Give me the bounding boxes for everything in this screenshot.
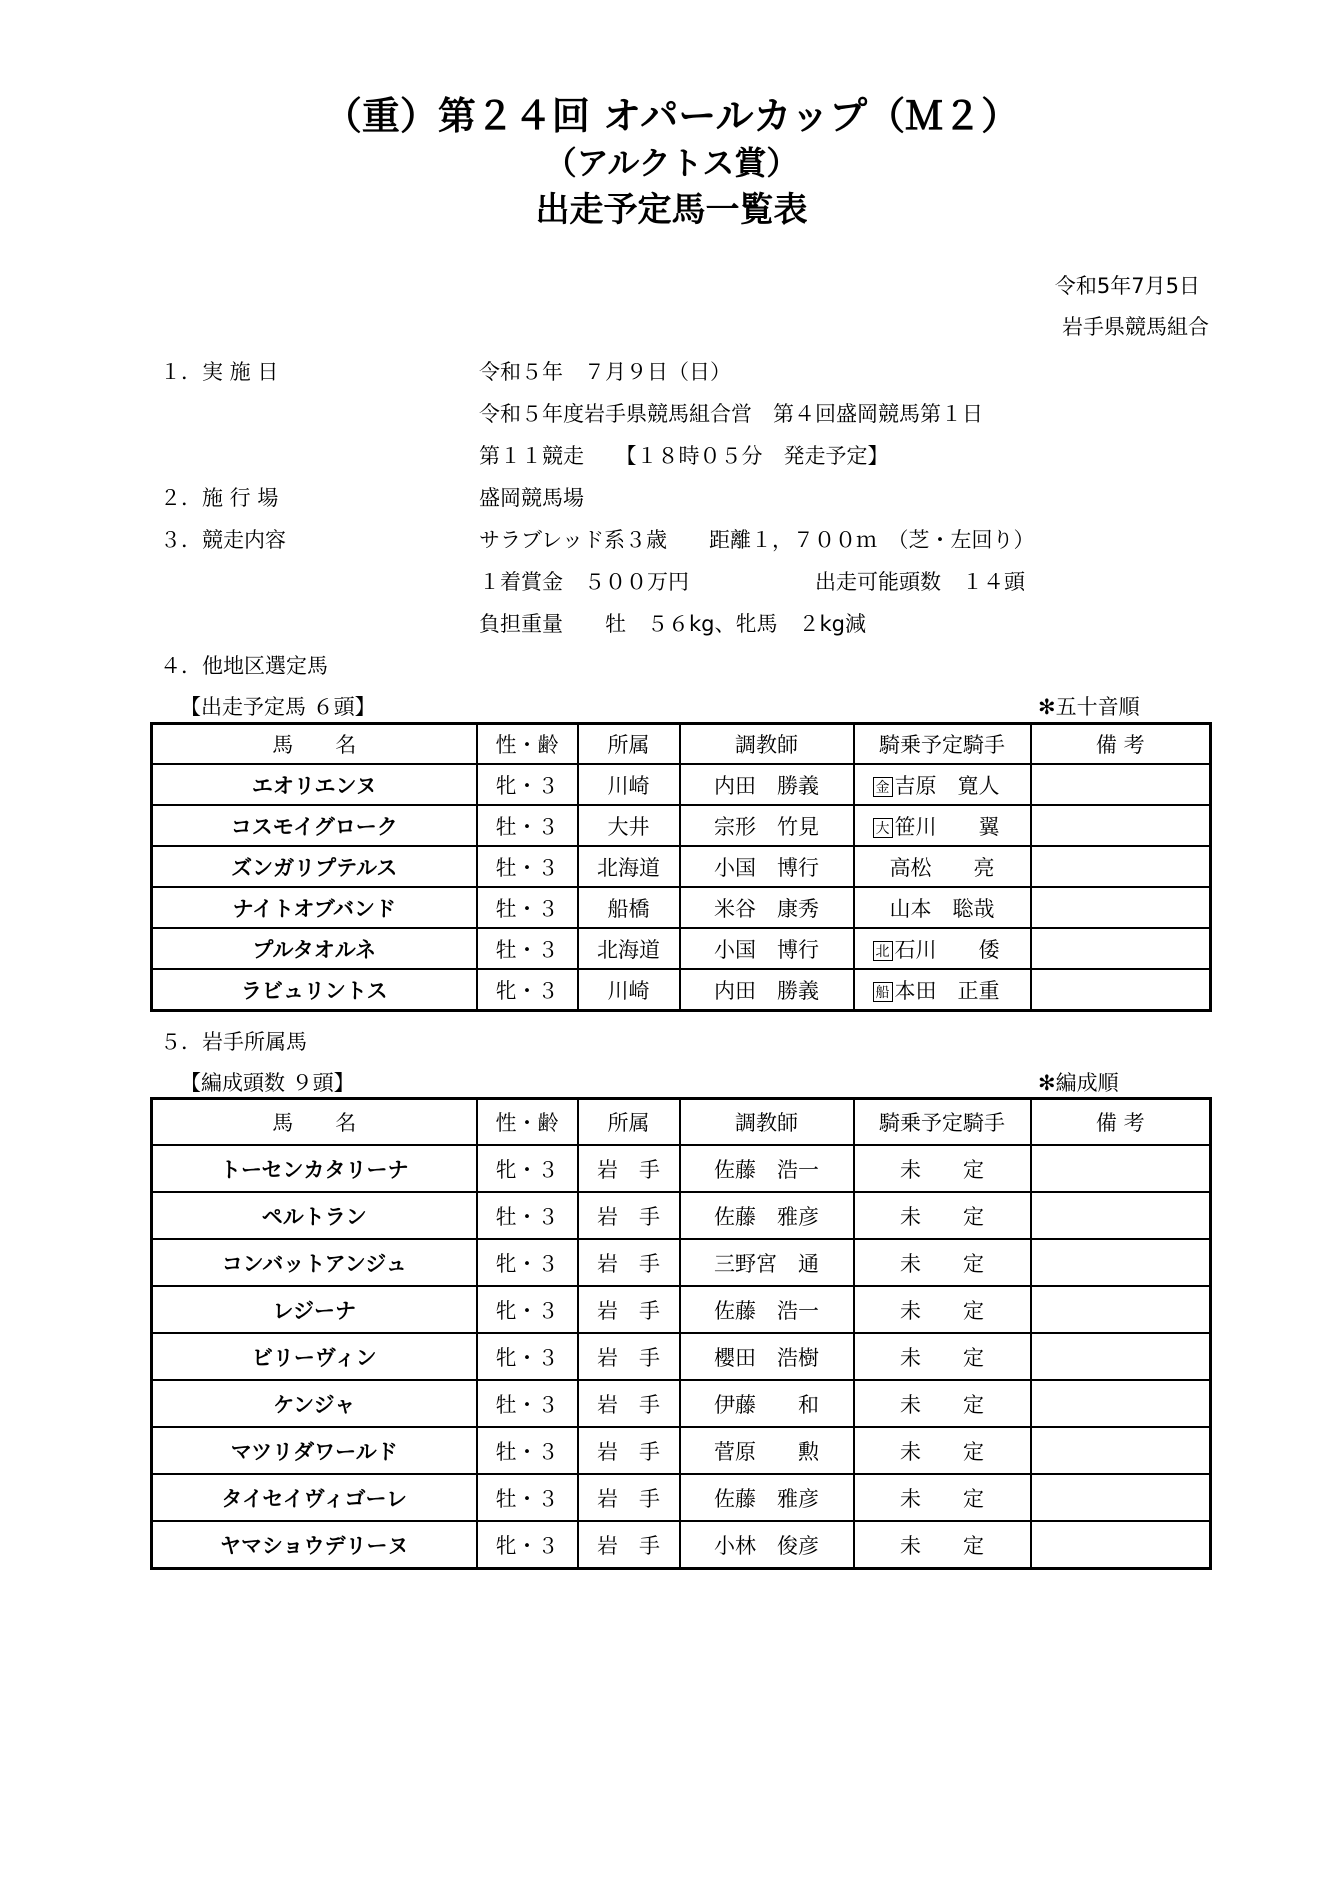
sex-age: 牡・３ xyxy=(477,1427,578,1474)
affiliation: 船橋 xyxy=(578,887,680,928)
info-value-venue: 盛岡競馬場 xyxy=(479,486,584,510)
horse-name: ズンガリプテルス xyxy=(152,846,477,887)
table-row xyxy=(152,764,1211,805)
horse-name: マツリダワールド xyxy=(152,1427,477,1474)
section5-order-note: ✻編成順 xyxy=(1038,1071,1119,1095)
info-value-race: 第１１競走 【１８時０５分 発走予定】 xyxy=(479,444,889,468)
notes xyxy=(1031,805,1211,846)
jockey: 笹川 翼 xyxy=(894,814,1000,839)
table-row xyxy=(152,1286,1211,1333)
header-horse-name: 馬 名 xyxy=(152,724,477,765)
header-notes: 備 考 xyxy=(1031,724,1211,765)
horse-name: ペルトラン xyxy=(152,1192,477,1239)
notes xyxy=(1031,1333,1211,1380)
table-row xyxy=(152,887,1211,928)
header-horse-name: 馬 名 xyxy=(152,1099,477,1146)
notes xyxy=(1031,969,1211,1011)
table-row xyxy=(152,805,1211,846)
header-affiliation: 所属 xyxy=(578,1099,680,1146)
affiliation: 岩 手 xyxy=(578,1239,680,1286)
jockey-cell xyxy=(854,764,1031,805)
jockey: 未 定 xyxy=(854,1333,1031,1380)
notes xyxy=(1031,1145,1211,1192)
sex-age: 牝・３ xyxy=(477,764,578,805)
notes xyxy=(1031,1239,1211,1286)
trainer: 三野宮 通 xyxy=(680,1239,854,1286)
table-row xyxy=(152,1474,1211,1521)
jockey-cell xyxy=(854,805,1031,846)
sex-age: 牝・３ xyxy=(477,1521,578,1569)
table-header-row xyxy=(152,724,1211,765)
table-row xyxy=(152,1380,1211,1427)
section5-subheading: 【編成頭数 ９頭】 xyxy=(180,1071,355,1095)
table-header-row xyxy=(152,1099,1211,1146)
jockey: 未 定 xyxy=(854,1192,1031,1239)
affiliation: 北海道 xyxy=(578,928,680,969)
section4-subheading: 【出走予定馬 ６頭】 xyxy=(180,695,376,719)
organization: 岩手県競馬組合 xyxy=(1062,315,1209,339)
sex-age: 牡・３ xyxy=(477,846,578,887)
affiliation: 北海道 xyxy=(578,846,680,887)
affiliation: 岩 手 xyxy=(578,1427,680,1474)
section5-heading: ５．岩手所属馬 xyxy=(160,1030,307,1054)
horse-name: ラビュリントス xyxy=(152,969,477,1011)
info-value-weight: 負担重量 牡 ５６kg、牝馬 ２kg減 xyxy=(479,612,866,636)
trainer: 佐藤 雅彦 xyxy=(680,1474,854,1521)
jockey-mark: 北 xyxy=(873,941,893,961)
race-title: （重）第２４回 オパールカップ（Ｍ２） xyxy=(323,93,1020,138)
jockey: 山本 聡哉 xyxy=(854,887,1031,928)
info-value-content: サラブレッド系３歳 距離１，７００ｍ （芝・左回り） xyxy=(479,528,1035,552)
sex-age: 牝・３ xyxy=(477,1145,578,1192)
table-row xyxy=(152,1145,1211,1192)
iwate-horses-table xyxy=(150,1097,1212,1570)
info-value-meeting: 令和５年度岩手県競馬組合営 第４回盛岡競馬第１日 xyxy=(479,402,983,426)
jockey: 未 定 xyxy=(854,1239,1031,1286)
notes xyxy=(1031,764,1211,805)
header-notes: 備 考 xyxy=(1031,1099,1211,1146)
info-label-date: １．実 施 日 xyxy=(160,360,279,384)
table-row xyxy=(152,1333,1211,1380)
race-subtitle: （アルクトス賞） xyxy=(544,144,799,182)
table-row xyxy=(152,969,1211,1011)
horse-name: ヤマショウデリーヌ xyxy=(152,1521,477,1569)
notes xyxy=(1031,1192,1211,1239)
horse-name: タイセイヴィゴーレ xyxy=(152,1474,477,1521)
sex-age: 牝・３ xyxy=(477,1333,578,1380)
trainer: 小林 俊彦 xyxy=(680,1521,854,1569)
trainer: 宗形 竹見 xyxy=(680,805,854,846)
title-block xyxy=(0,92,1343,234)
affiliation: 岩 手 xyxy=(578,1192,680,1239)
trainer: 菅原 勲 xyxy=(680,1427,854,1474)
notes xyxy=(1031,1286,1211,1333)
notes xyxy=(1031,1380,1211,1427)
sex-age: 牝・３ xyxy=(477,969,578,1011)
header-jockey: 騎乗予定騎手 xyxy=(854,1099,1031,1146)
jockey: 未 定 xyxy=(854,1286,1031,1333)
jockey: 未 定 xyxy=(854,1427,1031,1474)
table-row xyxy=(152,928,1211,969)
trainer: 内田 勝義 xyxy=(680,969,854,1011)
trainer: 米谷 康秀 xyxy=(680,887,854,928)
horse-name: コンバットアンジュ xyxy=(152,1239,477,1286)
jockey: 石川 倭 xyxy=(894,937,1000,962)
trainer: 佐藤 雅彦 xyxy=(680,1192,854,1239)
info-value-date: 令和５年 ７月９日（日） xyxy=(479,360,731,384)
notes xyxy=(1031,1474,1211,1521)
affiliation: 川崎 xyxy=(578,969,680,1011)
affiliation: 大井 xyxy=(578,805,680,846)
horse-name: トーセンカタリーナ xyxy=(152,1145,477,1192)
horse-name: ケンジャ xyxy=(152,1380,477,1427)
notes xyxy=(1031,846,1211,887)
horse-name: レジーナ xyxy=(152,1286,477,1333)
affiliation: 岩 手 xyxy=(578,1474,680,1521)
sex-age: 牡・３ xyxy=(477,887,578,928)
header-jockey: 騎乗予定騎手 xyxy=(854,724,1031,765)
notes xyxy=(1031,1521,1211,1569)
jockey-mark: 金 xyxy=(873,777,893,797)
affiliation: 岩 手 xyxy=(578,1380,680,1427)
horse-name: ビリーヴィン xyxy=(152,1333,477,1380)
trainer: 小国 博行 xyxy=(680,928,854,969)
table-row xyxy=(152,1239,1211,1286)
notes xyxy=(1031,887,1211,928)
info-label-venue: ２．施 行 場 xyxy=(160,486,279,510)
trainer: 櫻田 浩樹 xyxy=(680,1333,854,1380)
horse-name: エオリエンヌ xyxy=(152,764,477,805)
issue-date: 令和5年7月5日 xyxy=(1054,274,1200,298)
affiliation: 岩 手 xyxy=(578,1521,680,1569)
header-sex-age: 性・齢 xyxy=(477,1099,578,1146)
info-label-content: ３．競走内容 xyxy=(160,528,286,552)
affiliation: 岩 手 xyxy=(578,1333,680,1380)
jockey: 未 定 xyxy=(854,1380,1031,1427)
affiliation: 岩 手 xyxy=(578,1145,680,1192)
affiliation: 川崎 xyxy=(578,764,680,805)
trainer: 佐藤 浩一 xyxy=(680,1286,854,1333)
sex-age: 牡・３ xyxy=(477,928,578,969)
jockey: 本田 正重 xyxy=(894,978,1000,1003)
affiliation: 岩 手 xyxy=(578,1286,680,1333)
table-row xyxy=(152,1521,1211,1569)
jockey-cell xyxy=(854,928,1031,969)
info-value-prize: １着賞金 ５００万円 出走可能頭数 １４頭 xyxy=(479,570,1025,594)
trainer: 伊藤 和 xyxy=(680,1380,854,1427)
table-row xyxy=(152,846,1211,887)
sex-age: 牡・３ xyxy=(477,1474,578,1521)
notes xyxy=(1031,928,1211,969)
section4-order-note: ✻五十音順 xyxy=(1038,695,1140,719)
table-row xyxy=(152,1192,1211,1239)
sex-age: 牝・３ xyxy=(477,1239,578,1286)
jockey-mark: 船 xyxy=(873,982,893,1002)
horse-name: プルタオルネ xyxy=(152,928,477,969)
sex-age: 牡・３ xyxy=(477,1380,578,1427)
header-trainer: 調教師 xyxy=(680,1099,854,1146)
header-trainer: 調教師 xyxy=(680,724,854,765)
jockey: 高松 亮 xyxy=(854,846,1031,887)
document-title: 出走予定馬一覧表 xyxy=(535,190,808,230)
header-affiliation: 所属 xyxy=(578,724,680,765)
jockey-mark: 大 xyxy=(873,818,893,838)
sex-age: 牝・３ xyxy=(477,1286,578,1333)
section4-heading: ４．他地区選定馬 xyxy=(160,654,328,678)
trainer: 佐藤 浩一 xyxy=(680,1145,854,1192)
jockey: 吉原 寛人 xyxy=(894,773,1000,798)
notes xyxy=(1031,1427,1211,1474)
jockey-cell xyxy=(854,969,1031,1011)
jockey: 未 定 xyxy=(854,1145,1031,1192)
selected-horses-table xyxy=(150,722,1212,1012)
sex-age: 牡・３ xyxy=(477,1192,578,1239)
header-sex-age: 性・齢 xyxy=(477,724,578,765)
trainer: 内田 勝義 xyxy=(680,764,854,805)
sex-age: 牡・３ xyxy=(477,805,578,846)
horse-name: コスモイグローク xyxy=(152,805,477,846)
jockey: 未 定 xyxy=(854,1521,1031,1569)
jockey: 未 定 xyxy=(854,1474,1031,1521)
table-row xyxy=(152,1427,1211,1474)
horse-name: ナイトオブバンド xyxy=(152,887,477,928)
trainer: 小国 博行 xyxy=(680,846,854,887)
